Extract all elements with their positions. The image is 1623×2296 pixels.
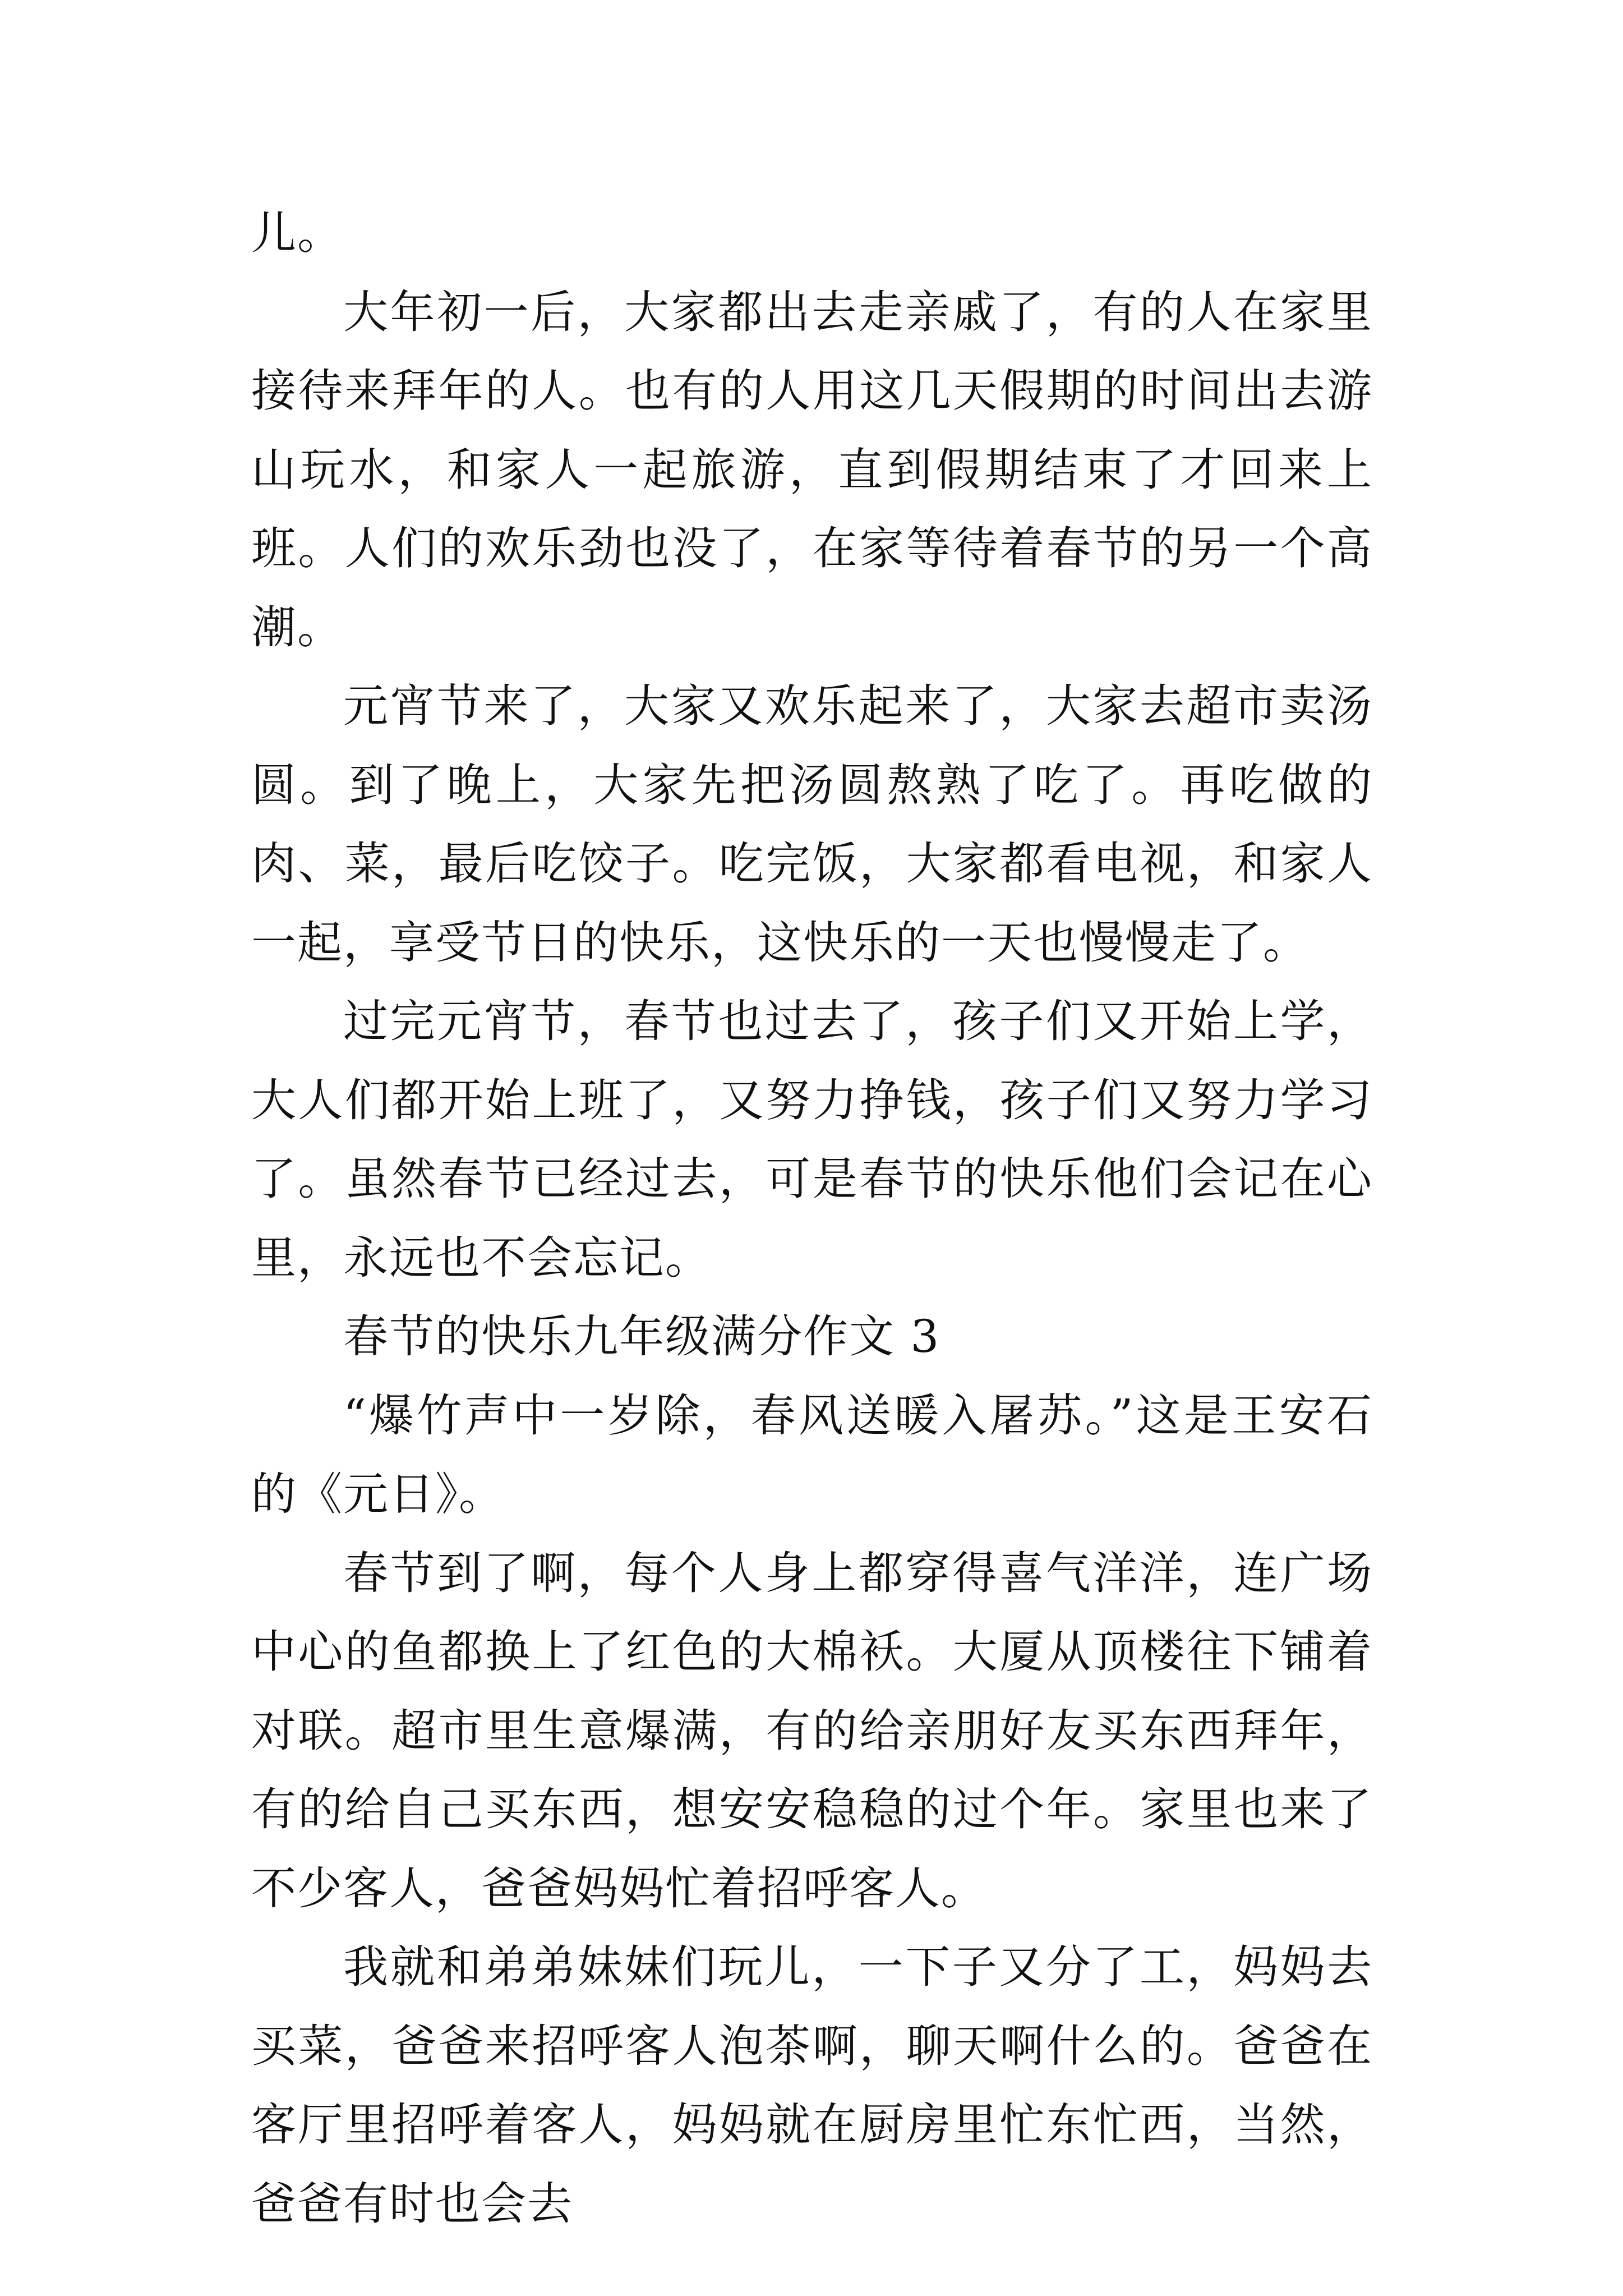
- paragraph-quote: “爆竹声中一岁除，春风送暖入屠苏。”这是王安石的《元日》。: [251, 1389, 1373, 1520]
- paragraph: 春节到了啊，每个人身上都穿得喜气洋洋，连广场中心的鱼都换上了红色的大棉袄。大厦从顶楼往下铺着对联。超市里生意爆满，有的给亲朋好友买东西拜年，有的给自己买东西，想安安稳稳的过个年。家里也来了不少客人，爸爸妈妈忙着招呼客人。: [251, 1547, 1373, 1915]
- section-heading: 春节的快乐九年级满分作文 3: [343, 1310, 940, 1363]
- paragraph: 元宵节来了，大家又欢乐起来了，大家去超市卖汤圆。到了晚上，大家先把汤圆熬熟了吃了。再吃做的肉、菜，最后吃饺子。吃完饭，大家都看电视，和家人一起，享受节日的快乐，这快乐的一天也慢慢走了。: [251, 680, 1373, 969]
- paragraph: 大年初一后，大家都出去走亲戚了，有的人在家里接待来拜年的人。也有的人用这几天假期的时间出去游山玩水，和家人一起旅游，直到假期结束了才回来上班。人们的欢乐劲也没了，在家等待着春节的另一个高潮。: [251, 286, 1373, 654]
- paragraph-continuation: 儿。: [251, 207, 343, 259]
- body-text: [251, 194, 1373, 2243]
- paragraph: 我就和弟弟妹妹们玩儿，一下子又分了工，妈妈去买菜，爸爸来招呼客人泡茶啊，聊天啊什么的。爸爸在客厅里招呼着客人，妈妈就在厨房里忙东忙西，当然，爸爸有时也会去: [251, 1941, 1373, 2230]
- paragraph: 过完元宵节，春节也过去了，孩子们又开始上学，大人们都开始上班了，又努力挣钱，孩子们又努力学习了。虽然春节已经过去，可是春节的快乐他们会记在心里，永远也不会忘记。: [251, 995, 1373, 1284]
